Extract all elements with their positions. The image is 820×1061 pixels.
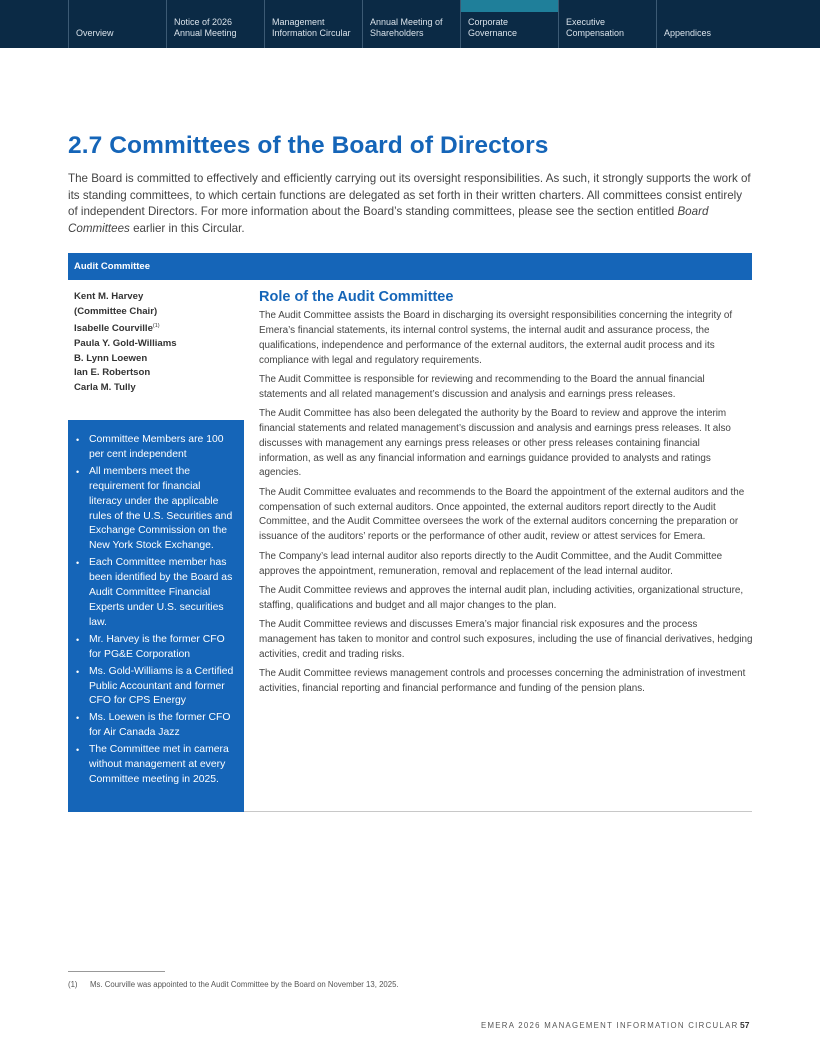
page-number: 57: [740, 1020, 750, 1030]
committee-members: [74, 290, 244, 395]
role-paragraph: The Audit Committee is responsible for reviewing and recommending to the Board the annual financial statements and all related management’s discussion and analysis and earnings press releases.: [259, 373, 705, 400]
footnote-reference[interactable]: (1): [152, 323, 160, 330]
role-description: [259, 309, 754, 701]
member-name: Isabelle Courville$^{(1)}$: [74, 323, 160, 335]
member-role: (Committee Chair): [74, 305, 158, 317]
footnote-text: Ms. Courville was appointed to the Audit Committee by the Board on November 13, 2025.: [90, 980, 399, 989]
nav-tab-label: Management Information Circular: [272, 17, 351, 38]
role-paragraph: The Audit Committee assists the Board in discharging its oversight responsibilities concerning the integrity of Emera’s financial statements, its internal control systems, the internal audit and assurance process, the qualifications, independence and performance of the external auditors, the external audit process and its compliance with legal and regulatory requirements.: [259, 310, 733, 366]
highlight-item: • Ms. Gold-Williams is a Certified Public Accountant and former CFO for CPS Energy: [76, 665, 236, 710]
highlight-item: • Committee Members are 100 per cent independent: [76, 433, 236, 463]
nav-tab-corporate-governance[interactable]: [460, 0, 558, 48]
nav-tab-label: Appendices: [664, 28, 712, 38]
role-paragraph: The Audit Committee reviews management controls and processes concerning the administration of investment activities, financial reporting and financial performance and funding of the pension plans.: [259, 668, 746, 694]
section-title: 2.7 Committees of the Board of Directors: [68, 132, 549, 159]
intro-text: The Board is committed to effectively and efficiently carrying out its oversight responsibilities. As such, it strongly supports the work of its standing committees, to which certain functions are delegated as set forth in their written charters. All committees consist entirely of independent Directors. For more information about the Board’s standing committees, please see the section entitled: [68, 172, 751, 218]
highlight-item: • Each Committee member has been identified by the Board as Audit Committee Financial Experts under U.S. securities law.: [76, 556, 236, 631]
member-name: Paula Y. Gold-Williams: [74, 337, 177, 349]
nav-tab-label: Annual Meeting of Shareholders: [370, 17, 443, 38]
role-paragraph: The Company’s lead internal auditor also reports directly to the Audit Committee, and the Audit Committee approves the appointment, remuneration, removal and replacement of the lead internal auditor.: [259, 550, 723, 577]
top-navigation: [0, 0, 820, 48]
nav-tab-label: Corporate Governance: [468, 17, 518, 38]
footnote-marker: (1): [68, 980, 78, 989]
nav-tab-management-circular[interactable]: [264, 0, 362, 48]
role-paragraph: The Audit Committee reviews and discusses Emera’s major financial risk exposures and the process management has taken to monitor and control such exposures, including the use of financial derivatives, hedging activities, credit and trading risks.: [259, 619, 753, 660]
member-name: Kent M. Harvey: [74, 291, 144, 302]
footnote-rule: [68, 971, 165, 972]
nav-tab-label: Overview: [76, 28, 114, 38]
nav-tab-label: Executive Compensation: [566, 17, 625, 38]
section-intro: [68, 171, 754, 237]
nav-tab-notice[interactable]: [166, 0, 264, 48]
nav-tab-label: Notice of 2026 Annual Meeting: [174, 17, 237, 38]
highlight-item: • All members meet the requirement for financial literacy under the applicable rules of the U.S. Securities and Exchange Commission on the New York Stock Exchange.: [76, 465, 236, 554]
intro-italic-reference: Board Committees: [68, 205, 709, 235]
member-name: Ian E. Robertson: [74, 367, 151, 379]
committee-header-title: Audit Committee: [74, 261, 150, 272]
footer-document-title: EMERA 2026 MANAGEMENT INFORMATION CIRCULAR: [481, 1021, 739, 1030]
intro-text-end: earlier in this Circular.: [129, 221, 245, 235]
role-paragraph: The Audit Committee evaluates and recommends to the Board the appointment of the external auditors and the compensation of such external auditors. Once appointed, the external auditors report directly to the Audit Committee, and the Audit Committee oversees the work of the external auditors concerning the preparation or issuance of the auditors’ reports or the performance of other audit, review or attest services for Emera.: [259, 486, 745, 543]
highlights-list: [76, 433, 236, 790]
section-divider: [244, 811, 752, 812]
highlight-item: • The Committee met in camera without management at every Committee meeting in 2025.: [76, 743, 236, 788]
member-name: Carla M. Tully: [74, 381, 136, 393]
highlight-item: • Ms. Loewen is the former CFO for Air Canada Jazz: [76, 711, 236, 741]
role-paragraph: The Audit Committee reviews and approves the internal audit plan, including activities, organizational structure, staffing, qualifications and budget and all major changes to the plan.: [259, 584, 744, 611]
member-name: B. Lynn Loewen: [74, 352, 148, 364]
role-title: Role of the Audit Committee: [259, 289, 454, 305]
role-paragraph: The Audit Committee has also been delegated the authority by the Board to review and approve the interim financial statements and related management’s discussion and analysis and earnings press releases. It also discusses with management any earnings press releases or other press releases containing financial information, as well as any financial information and earnings guidance provided to analysts and ratings agencies.: [259, 408, 731, 479]
committee-header: [68, 253, 752, 280]
nav-tab-executive-compensation[interactable]: [558, 0, 656, 48]
nav-tab-overview[interactable]: [68, 0, 166, 48]
nav-tab-appendices[interactable]: [656, 0, 820, 48]
nav-tab-annual-meeting[interactable]: [362, 0, 460, 48]
highlight-item: • Mr. Harvey is the former CFO for PG&E Corporation: [76, 633, 236, 663]
committee-highlights-box: [68, 420, 244, 812]
footnote: [68, 980, 399, 989]
